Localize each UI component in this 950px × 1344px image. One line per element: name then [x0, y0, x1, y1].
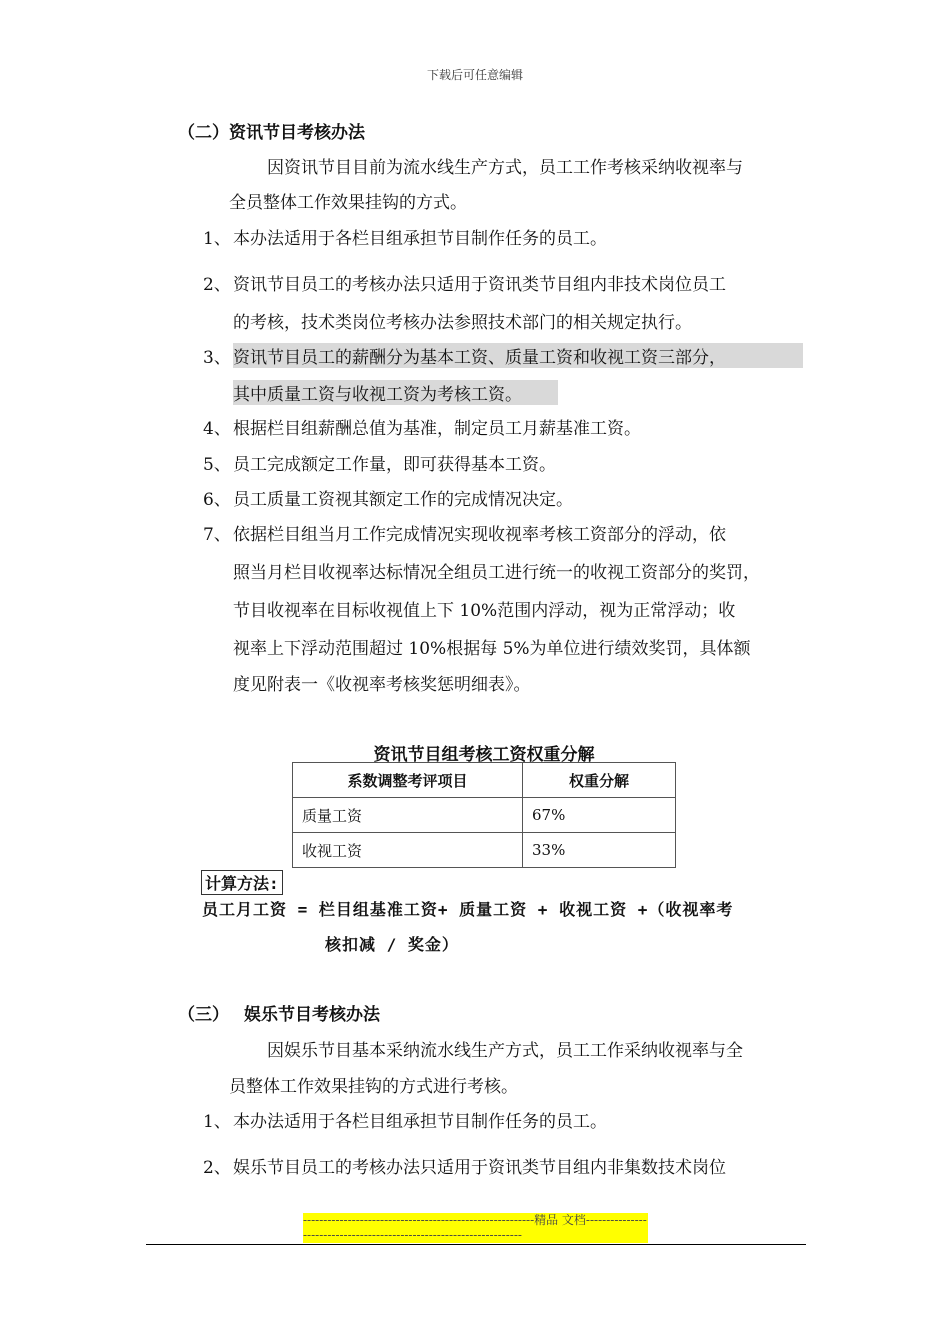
list-item-text: 节目收视率在目标收视值上下 10%范围内浮动，视为正常浮动；收 [233, 601, 736, 621]
list-item-number: 7、 [203, 525, 231, 545]
list-item-text: 员工质量工资视其额定工作的完成情况决定。 [233, 490, 573, 510]
intro-line: 因资讯节目目前为流水线生产方式，员工工作考核采纳收视率与 [267, 158, 743, 178]
list-item-number: 5、 [203, 455, 231, 475]
table-title: 资讯节目组考核工资权重分解 [373, 745, 595, 765]
list-item-text: 照当月栏目收视率达标情况全组员工进行统一的收视工资部分的奖罚， [233, 563, 760, 583]
list-item-text: 员工完成额定工作量，即可获得基本工资。 [233, 455, 556, 475]
column-header: 权重分解 [523, 763, 676, 798]
table-row [293, 798, 676, 833]
footer-divider [146, 1244, 806, 1245]
footer-watermark: ---------------------------------------------------------精品 文档--------------------------------------------------------------------- [303, 1213, 647, 1242]
list-item-text: 根据栏目组薪酬总值为基准，制定员工月薪基准工资。 [233, 419, 641, 439]
formula-line: 员工月工资 = 栏目组基准工资+ 质量工资 + 收视工资 +（收视率考 [202, 900, 734, 919]
list-item-text: 度见附表一《收视率考核奖惩明细表》。 [233, 675, 531, 695]
table-cell: 质量工资 [293, 798, 523, 833]
section-heading: （二）资讯节目考核办法 [178, 123, 365, 143]
list-item-text: 娱乐节目员工的考核办法只适用于资讯类节目组内非集数技术岗位 [233, 1158, 726, 1178]
list-item-number: 2、 [203, 275, 231, 295]
table-row [293, 833, 676, 868]
list-item-number: 6、 [203, 490, 231, 510]
section-heading: 娱乐节目考核办法 [244, 1005, 380, 1025]
highlighted-text: 其中质量工资与收视工资为考核工资。 [233, 380, 558, 405]
list-item-text: 本办法适用于各栏目组承担节目制作任务的员工。 [233, 229, 607, 249]
list-item-number: 2、 [203, 1158, 231, 1178]
weight-table [292, 762, 676, 868]
list-item-text: 的考核，技术类岗位考核办法参照技术部门的相关规定执行。 [233, 313, 692, 333]
intro-line: 员整体工作效果挂钩的方式进行考核。 [229, 1077, 518, 1097]
page-header: 下载后可任意编辑 [426, 68, 523, 82]
list-item-text: 视率上下浮动范围超过 10%根据每 5%为单位进行绩效奖罚，具体额 [233, 639, 751, 659]
list-item-text: 本办法适用于各栏目组承担节目制作任务的员工。 [233, 1112, 607, 1132]
highlighted-text: 资讯节目员工的薪酬分为基本工资、质量工资和收视工资三部分， [233, 343, 803, 368]
formula-line: 核扣减 / 奖金） [325, 935, 459, 954]
intro-line: 全员整体工作效果挂钩的方式。 [229, 193, 467, 213]
list-item-number: 4、 [203, 419, 231, 439]
section-number: （三） [178, 1005, 229, 1025]
column-header: 系数调整考评项目 [293, 763, 523, 798]
table-cell: 67% [523, 798, 676, 833]
table-header-row [293, 763, 676, 798]
table-cell: 收视工资 [293, 833, 523, 868]
calc-method-label: 计算方法: [201, 870, 283, 895]
list-item-number: 1、 [203, 229, 231, 249]
list-item-text: 依据栏目组当月工作完成情况实现收视率考核工资部分的浮动，依 [233, 525, 726, 545]
list-item-number: 3、 [203, 348, 231, 368]
intro-line: 因娱乐节目基本采纳流水线生产方式，员工工作采纳收视率与全 [267, 1041, 743, 1061]
table-cell: 33% [523, 833, 676, 868]
list-item-number: 1、 [203, 1112, 231, 1132]
list-item-text: 资讯节目员工的考核办法只适用于资讯类节目组内非技术岗位员工 [233, 275, 726, 295]
